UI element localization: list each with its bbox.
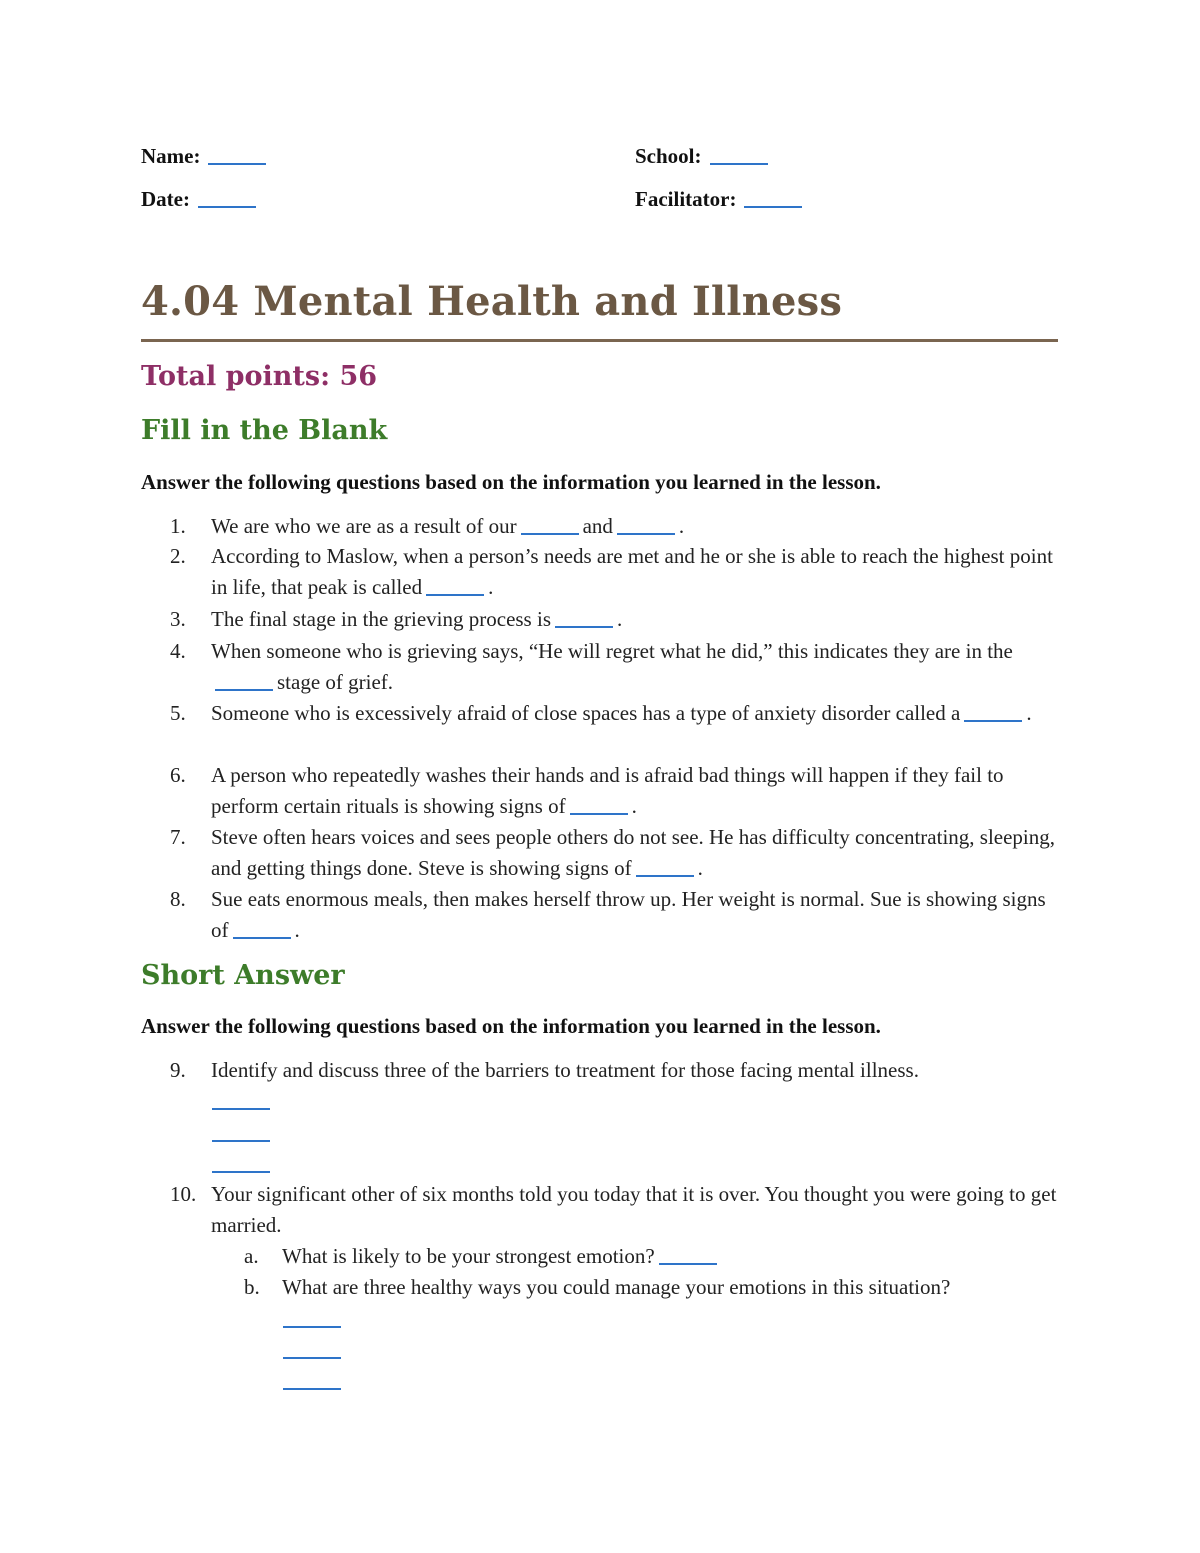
- answer-line[interactable]: [212, 1108, 270, 1110]
- question-text: and: [582, 514, 613, 538]
- name-field: [141, 144, 266, 169]
- answer-line[interactable]: [283, 1388, 341, 1390]
- question-text: .: [488, 575, 494, 599]
- question-number: 9.: [170, 1058, 186, 1082]
- school-label: School:: [635, 144, 702, 168]
- question-text: .: [697, 856, 703, 880]
- question-number: 2.: [170, 544, 186, 568]
- answer-line[interactable]: [212, 1140, 270, 1142]
- question-text: When someone who is grieving says, “He will regret what he did,” this indicates they are in the: [211, 639, 1013, 663]
- school-field: [635, 144, 768, 169]
- question-number: 6.: [170, 763, 186, 787]
- facilitator-blank[interactable]: [744, 206, 802, 208]
- question-text: According to Maslow, when a person’s needs are met and he or she is able to reach the highest point in life, that peak is called: [211, 544, 1053, 599]
- page-title: 4.04 Mental Health and Illness: [141, 278, 843, 325]
- answer-blank[interactable]: [521, 533, 579, 535]
- question-text: Someone who is excessively afraid of close spaces has a type of anxiety disorder called a: [211, 701, 961, 725]
- answer-line[interactable]: [212, 1171, 270, 1173]
- total-points: Total points: 56: [141, 361, 378, 392]
- name-blank[interactable]: [208, 163, 266, 165]
- short-answer-heading: Short Answer: [141, 960, 345, 991]
- question-number: 5.: [170, 701, 186, 725]
- fill-in-instruction: Answer the following questions based on the information you learned in the lesson.: [141, 470, 881, 494]
- name-label: Name:: [141, 144, 201, 168]
- answer-blank[interactable]: [555, 626, 613, 628]
- question-text: stage of grief.: [277, 670, 394, 694]
- question-text: A person who repeatedly washes their hands and is afraid bad things will happen if they fail to perform certain rituals is showing signs of: [211, 763, 1004, 818]
- question-text: We are who we are as a result of our: [211, 514, 517, 538]
- question-number: 4.: [170, 639, 186, 663]
- question-text: Sue eats enormous meals, then makes herself throw up. Her weight is normal. Sue is showing signs of: [211, 887, 1046, 942]
- date-field: [141, 187, 256, 212]
- question-number: 1.: [170, 514, 186, 538]
- answer-blank[interactable]: [659, 1263, 717, 1265]
- answer-line[interactable]: [283, 1326, 341, 1328]
- title-divider: [141, 339, 1058, 342]
- facilitator-field: [635, 187, 802, 212]
- question-text: .: [617, 607, 623, 631]
- answer-line[interactable]: [283, 1357, 341, 1359]
- school-blank[interactable]: [710, 163, 768, 165]
- date-label: Date:: [141, 187, 190, 211]
- short-answer-instruction: Answer the following questions based on the information you learned in the lesson.: [141, 1014, 881, 1038]
- answer-blank[interactable]: [215, 689, 273, 691]
- answer-blank[interactable]: [636, 875, 694, 877]
- date-blank[interactable]: [198, 206, 256, 208]
- fill-in-heading: Fill in the Blank: [141, 415, 388, 446]
- question-number: 10.: [170, 1182, 197, 1206]
- question-text: .: [631, 794, 637, 818]
- question-text: .: [294, 918, 300, 942]
- subquestion-letter: b.: [244, 1275, 260, 1299]
- subquestion-text: What is likely to be your strongest emotion?: [282, 1244, 655, 1268]
- question-text: .: [1026, 701, 1032, 725]
- question-text: The final stage in the grieving process is: [211, 607, 551, 631]
- answer-blank[interactable]: [617, 533, 675, 535]
- question-text: Your significant other of six months told you today that it is over. You thought you were going to get married.: [211, 1182, 1057, 1237]
- subquestion-letter: a.: [244, 1244, 259, 1268]
- facilitator-label: Facilitator:: [635, 187, 737, 211]
- answer-blank[interactable]: [570, 813, 628, 815]
- answer-blank[interactable]: [426, 594, 484, 596]
- question-number: 7.: [170, 825, 186, 849]
- question-text: .: [678, 514, 685, 538]
- question-text: Identify and discuss three of the barriers to treatment for those facing mental illness.: [211, 1058, 919, 1082]
- answer-blank[interactable]: [233, 937, 291, 939]
- question-text: Steve often hears voices and sees people others do not see. He has difficulty concentrating, sleeping, and getting things done. Steve is showing signs of: [211, 825, 1056, 880]
- question-number: 3.: [170, 607, 186, 631]
- question-number: 8.: [170, 887, 186, 911]
- subquestion-text: What are three healthy ways you could manage your emotions in this situation?: [282, 1275, 951, 1299]
- answer-blank[interactable]: [964, 720, 1022, 722]
